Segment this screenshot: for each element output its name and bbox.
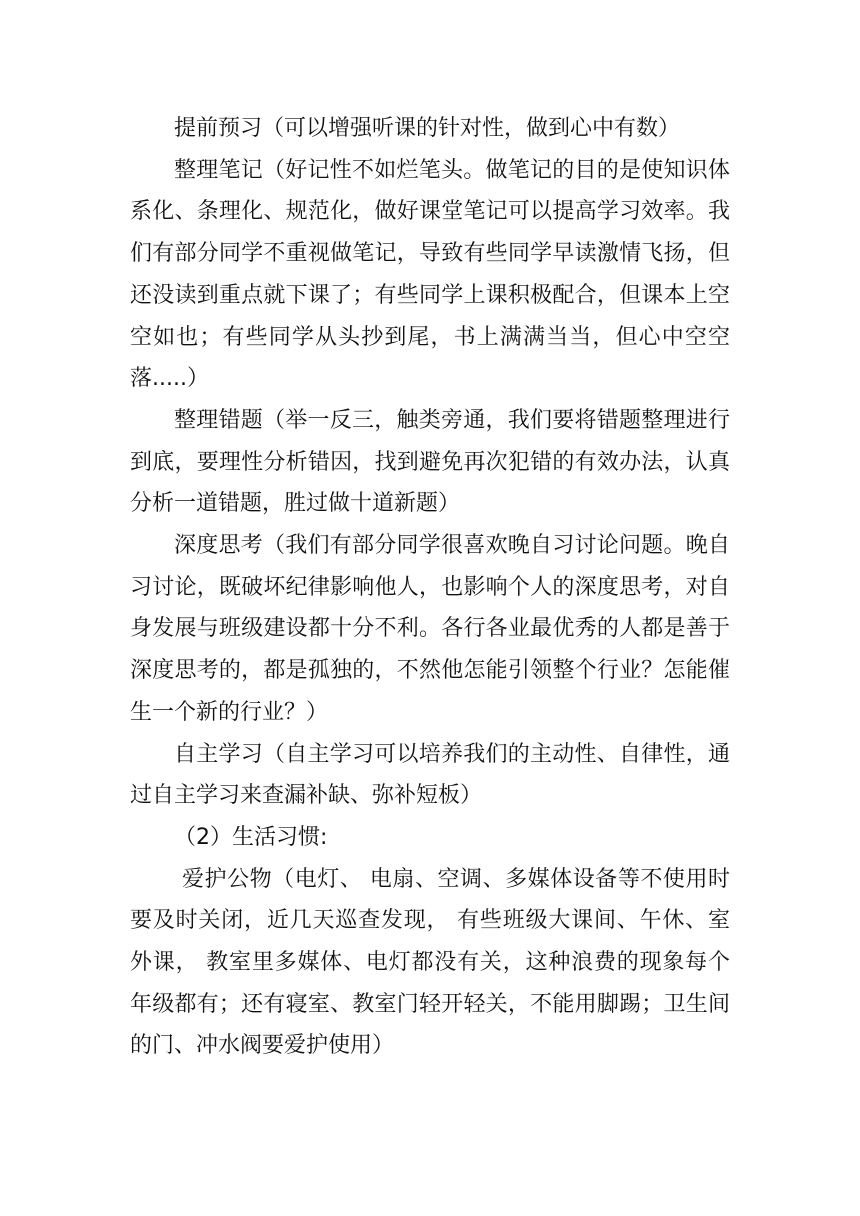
- paragraph-public-property: 爱护公物（电灯、 电扇、空调、多媒体设备等不使用时要及时关闭，近几天巡查发现， 有些班级大课间、午休、室外课， 教室里多媒体、电灯都没有关，这种浪费的现象每个年级都有；还有寝室、教室门轻开轻关，不能用脚踢；卫生间的门、冲水阀要爱护使用）: [130, 866, 730, 1059]
- section-heading-life-habits: （2）生活习惯:: [174, 824, 328, 850]
- paragraph-self-study: 自主学习（自主学习可以培养我们的主动性、自律性，通过自主学习来查漏补缺、弥补短板）: [130, 741, 730, 809]
- paragraph-deep-thinking: 深度思考（我们有部分同学很喜欢晚自习讨论问题。晚自习讨论，既破坏纪律影响他人，也影响个人的深度思考，对自身发展与班级建设都十分不利。各行各业最优秀的人都是善于深度思考的，都是孤独的，不然他怎能引领整个行业？怎能催生一个新的行业？）: [130, 533, 730, 725]
- paragraph-errors: 整理错题（举一反三，触类旁通，我们要将错题整理进行到底，要理性分析错因，找到避免再次犯错的有效办法，认真分析一道错题，胜过做十道新题）: [130, 407, 730, 517]
- paragraph-notes: 整理笔记（好记性不如烂笔头。做笔记的目的是使知识体系化、条理化、规范化，做好课堂笔记可以提高学习效率。我们有部分同学不重视做笔记，导致有些同学早读激情飞扬，但还没读到重点就下课了；有些同学上课积极配合，但课本上空空如也；有些同学从头抄到尾，书上满满当当，但心中空空落.....）: [130, 157, 730, 392]
- paragraph-preview: 提前预习（可以增强听课的针对性，做到心中有数）: [174, 116, 681, 141]
- document-body: [130, 108, 730, 1067]
